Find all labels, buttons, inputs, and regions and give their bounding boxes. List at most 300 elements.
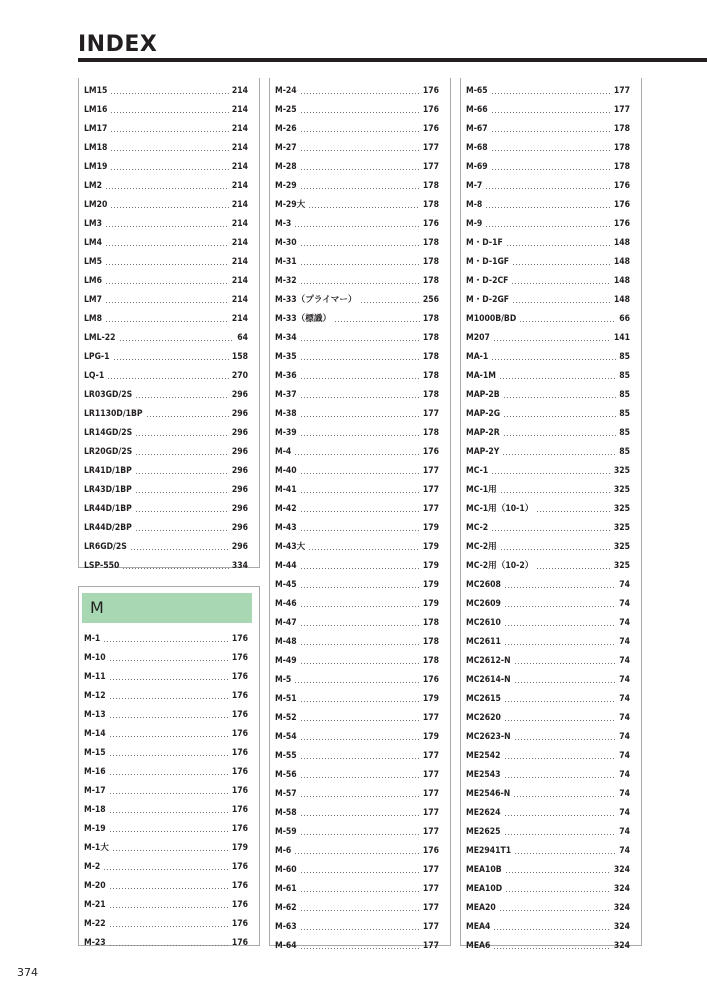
index-entry-page: 324	[613, 922, 630, 932]
index-entry-page: 176	[422, 846, 439, 856]
index-entry	[466, 838, 630, 857]
index-entry	[84, 496, 248, 515]
index-entry-name: M-39	[275, 428, 297, 438]
index-entry	[84, 268, 248, 287]
dot-leader	[294, 225, 420, 228]
index-entry	[275, 268, 439, 287]
index-entry	[84, 344, 248, 363]
index-entry-name: M-42	[275, 504, 297, 514]
index-entry	[466, 116, 630, 135]
page-title: INDEX	[78, 32, 158, 57]
index-column-1-top	[84, 78, 248, 572]
dot-leader	[300, 624, 420, 627]
index-entry-name: M-11	[84, 672, 106, 682]
dot-leader	[503, 396, 617, 399]
index-entry-page: 176	[422, 447, 439, 457]
index-entry-page: 74	[619, 713, 630, 723]
index-entry-page: 178	[613, 143, 630, 153]
index-entry-page: 66	[619, 314, 630, 324]
index-entry-name: MC2614-N	[466, 675, 511, 685]
index-entry	[84, 420, 248, 439]
dot-leader	[105, 225, 229, 228]
index-entry-name: LR41D/1BP	[84, 466, 132, 476]
index-entry-name: M-1	[84, 634, 101, 644]
index-entry-name: M-47	[275, 618, 297, 628]
index-entry-page: 176	[231, 653, 248, 663]
index-entry-name: M-58	[275, 808, 297, 818]
index-entry	[466, 534, 630, 553]
index-entry	[466, 325, 630, 344]
index-entry-name: MEA4	[466, 922, 491, 932]
dot-leader	[300, 358, 420, 361]
index-entry-page: 214	[231, 181, 248, 191]
index-entry	[275, 686, 439, 705]
index-entry-page: 178	[613, 162, 630, 172]
index-entry-page: 176	[231, 710, 248, 720]
index-entry-page: 177	[422, 770, 439, 780]
dot-leader	[109, 906, 229, 909]
dot-leader	[504, 757, 617, 760]
dot-leader	[300, 396, 420, 399]
index-entry	[466, 895, 630, 914]
dot-leader	[107, 377, 229, 380]
index-entry	[466, 135, 630, 154]
index-entry	[466, 591, 630, 610]
dot-leader	[300, 738, 420, 741]
index-entry	[466, 344, 630, 363]
dot-leader	[300, 890, 420, 893]
dot-leader	[504, 586, 616, 589]
index-entry-name: M-25	[275, 105, 297, 115]
dot-leader	[491, 130, 611, 133]
index-entry-page: 296	[231, 409, 248, 419]
index-entry	[84, 664, 248, 683]
index-entry	[84, 553, 248, 572]
dot-leader	[500, 491, 611, 494]
index-entry-name: LSP-550	[84, 561, 120, 571]
index-entry-name: LM5	[84, 257, 103, 267]
index-entry-page: 177	[613, 105, 630, 115]
index-entry-page: 179	[422, 694, 439, 704]
dot-leader	[113, 358, 229, 361]
index-entry-page: 214	[231, 124, 248, 134]
dot-leader	[513, 795, 616, 798]
index-entry-page: 177	[422, 485, 439, 495]
dot-leader	[135, 491, 229, 494]
index-entry-page: 74	[619, 618, 630, 628]
dot-leader	[300, 282, 420, 285]
index-entry	[84, 683, 248, 702]
index-entry	[84, 135, 248, 154]
dot-leader	[491, 168, 611, 171]
index-entry-name: M-66	[466, 105, 488, 115]
index-entry-page: 176	[231, 748, 248, 758]
dot-leader	[504, 814, 617, 817]
index-entry-page: 85	[619, 428, 630, 438]
index-entry-name: M-2	[84, 862, 101, 872]
index-entry	[275, 439, 439, 458]
index-entry-page: 74	[619, 827, 630, 837]
dot-leader	[493, 947, 611, 950]
index-entry	[84, 325, 248, 344]
index-entry	[84, 173, 248, 192]
dot-leader	[109, 659, 229, 662]
index-entry-page: 324	[613, 865, 630, 875]
index-entry-name: ME2542	[466, 751, 501, 761]
index-entry	[84, 740, 248, 759]
dot-leader	[500, 548, 611, 551]
index-entry-name: M-69	[466, 162, 488, 172]
index-column-2	[275, 78, 439, 952]
index-entry-page: 176	[231, 691, 248, 701]
index-entry	[275, 591, 439, 610]
index-entry	[275, 211, 439, 230]
index-entry	[466, 287, 630, 306]
index-entry-name: M-7	[466, 181, 483, 191]
index-entry-page: 177	[422, 808, 439, 818]
index-entry-name: M-68	[466, 143, 488, 153]
index-entry-name: MC2611	[466, 637, 501, 647]
dot-leader	[512, 301, 611, 304]
dot-leader	[110, 111, 228, 114]
index-entry-name: M-30	[275, 238, 297, 248]
index-entry	[466, 857, 630, 876]
dot-leader	[109, 887, 229, 890]
index-entry-page: 179	[422, 732, 439, 742]
index-entry-page: 179	[422, 561, 439, 571]
index-entry	[84, 759, 248, 778]
index-entry	[275, 458, 439, 477]
index-entry-name: M-17	[84, 786, 106, 796]
index-entry-name: M-52	[275, 713, 297, 723]
index-entry	[275, 135, 439, 154]
index-entry-page: 214	[231, 238, 248, 248]
dot-leader	[109, 944, 229, 947]
index-entry	[275, 534, 439, 553]
index-entry	[275, 781, 439, 800]
index-entry-page: 178	[422, 656, 439, 666]
index-entry-name: M-34	[275, 333, 297, 343]
index-entry	[84, 911, 248, 930]
dot-leader	[300, 529, 420, 532]
index-entry-name: MC2609	[466, 599, 501, 609]
index-entry-name: M-24	[275, 86, 297, 96]
index-entry-name: M-61	[275, 884, 297, 894]
index-entry	[466, 724, 630, 743]
index-entry	[466, 97, 630, 116]
dot-leader	[103, 868, 229, 871]
dot-leader	[505, 890, 611, 893]
index-entry-name: LR43D/1BP	[84, 485, 132, 495]
dot-leader	[308, 206, 420, 209]
dot-leader	[512, 263, 611, 266]
index-entry-name: LR20GD/2S	[84, 447, 133, 457]
index-entry-name: M-55	[275, 751, 297, 761]
dot-leader	[300, 947, 420, 950]
index-entry-page: 177	[422, 466, 439, 476]
index-entry-name: M-57	[275, 789, 297, 799]
index-entry	[275, 743, 439, 762]
dot-leader	[504, 624, 616, 627]
index-entry	[84, 249, 248, 268]
index-entry	[466, 686, 630, 705]
index-entry	[466, 401, 630, 420]
index-entry-name: M-27	[275, 143, 297, 153]
index-entry	[466, 496, 630, 515]
dot-leader	[109, 792, 229, 795]
index-entry-name: LM2	[84, 181, 103, 191]
index-entry	[275, 515, 439, 534]
index-entry-name: M-6	[275, 846, 292, 856]
index-entry-page: 148	[613, 276, 630, 286]
index-entry	[84, 515, 248, 534]
index-entry-name: M-65	[466, 86, 488, 96]
index-entry-name: LR1130D/1BP	[84, 409, 143, 419]
index-entry-name: LM19	[84, 162, 108, 172]
index-entry-page: 214	[231, 143, 248, 153]
dot-leader	[536, 567, 611, 570]
index-entry-name: M-8	[466, 200, 483, 210]
index-entry-name: M-40	[275, 466, 297, 476]
index-entry-page: 74	[619, 694, 630, 704]
dot-leader	[491, 92, 611, 95]
index-entry	[275, 78, 439, 97]
index-entry-name: MC-2用（10-2）	[466, 561, 534, 571]
index-entry-name: MC-2	[466, 523, 489, 533]
index-entry-name: LM20	[84, 200, 108, 210]
index-entry-page: 74	[619, 808, 630, 818]
index-entry-page: 296	[231, 523, 248, 533]
index-entry	[275, 363, 439, 382]
dot-leader	[300, 776, 420, 779]
index-entry-page: 334	[231, 561, 248, 571]
index-entry	[275, 420, 439, 439]
index-entry-page: 324	[613, 941, 630, 951]
index-entry	[84, 721, 248, 740]
dot-leader	[300, 643, 420, 646]
index-entry-name: M-29大	[275, 200, 306, 210]
index-entry-name: M-28	[275, 162, 297, 172]
dot-leader	[300, 187, 420, 190]
index-entry-name: M-45	[275, 580, 297, 590]
index-entry	[275, 249, 439, 268]
index-entry	[275, 154, 439, 173]
index-entry-page: 296	[231, 466, 248, 476]
index-entry-page: 74	[619, 637, 630, 647]
dot-leader	[110, 149, 228, 152]
index-entry-name: M-20	[84, 881, 106, 891]
index-entry	[84, 363, 248, 382]
index-entry-page: 176	[613, 181, 630, 191]
dot-leader	[491, 149, 611, 152]
index-entry	[275, 838, 439, 857]
index-entry-page: 85	[619, 409, 630, 419]
dot-leader	[105, 301, 229, 304]
dot-leader	[491, 111, 611, 114]
index-entry-name: M-63	[275, 922, 297, 932]
index-entry-name: MAP-2B	[466, 390, 500, 400]
index-entry-page: 85	[619, 352, 630, 362]
index-entry-name: M1000B/BD	[466, 314, 517, 324]
index-entry-page: 74	[619, 732, 630, 742]
index-entry-page: 324	[613, 884, 630, 894]
index-entry	[275, 496, 439, 515]
index-entry-name: M-60	[275, 865, 297, 875]
dot-leader	[110, 168, 228, 171]
dot-leader	[109, 925, 229, 928]
index-entry-page: 74	[619, 675, 630, 685]
dot-leader	[300, 149, 420, 152]
dot-leader	[491, 358, 616, 361]
dot-leader	[300, 244, 420, 247]
dot-leader	[103, 640, 229, 643]
dot-leader	[300, 415, 420, 418]
dot-leader	[135, 453, 229, 456]
index-entry-page: 148	[613, 238, 630, 248]
index-entry-page: 176	[231, 881, 248, 891]
index-entry-name: LR44D/2BP	[84, 523, 132, 533]
dot-leader	[300, 700, 420, 703]
index-entry-page: 141	[613, 333, 630, 343]
index-entry-page: 178	[422, 333, 439, 343]
index-entry-name: MC-2用	[466, 542, 497, 552]
index-entry-page: 177	[422, 143, 439, 153]
index-entry	[466, 477, 630, 496]
dot-leader	[109, 811, 229, 814]
index-entry	[275, 876, 439, 895]
index-entry-name: M-19	[84, 824, 106, 834]
index-entry	[84, 211, 248, 230]
index-entry-name: MC2610	[466, 618, 501, 628]
index-entry-page: 177	[422, 713, 439, 723]
dot-leader	[300, 662, 420, 665]
index-entry	[466, 762, 630, 781]
index-entry	[84, 154, 248, 173]
index-entry-name: LQ-1	[84, 371, 105, 381]
index-entry-page: 176	[231, 786, 248, 796]
index-entry-page: 177	[422, 903, 439, 913]
index-entry-name: LM8	[84, 314, 103, 324]
index-entry-name: MC-1	[466, 466, 489, 476]
dot-leader	[360, 301, 420, 304]
index-entry	[466, 154, 630, 173]
index-entry-name: M・D-2CF	[466, 276, 509, 286]
index-entry-name: M-9	[466, 219, 483, 229]
index-entry-name: MAP-2Y	[466, 447, 500, 457]
index-entry-name: M-49	[275, 656, 297, 666]
index-entry-page: 325	[613, 561, 630, 571]
index-entry	[466, 819, 630, 838]
index-entry-name: MC2612-N	[466, 656, 511, 666]
index-entry	[275, 762, 439, 781]
index-entry-name: M-43	[275, 523, 297, 533]
dot-leader	[504, 643, 616, 646]
index-entry-page: 325	[613, 542, 630, 552]
index-entry	[84, 439, 248, 458]
dot-leader	[110, 130, 228, 133]
dot-leader	[119, 339, 235, 342]
index-entry-name: M-37	[275, 390, 297, 400]
dot-leader	[300, 377, 420, 380]
dot-leader	[493, 928, 611, 931]
dot-leader	[110, 92, 228, 95]
index-entry-page: 178	[422, 390, 439, 400]
index-entry-page: 214	[231, 257, 248, 267]
dot-leader	[110, 206, 228, 209]
dot-leader	[485, 206, 611, 209]
index-entry-page: 176	[231, 634, 248, 644]
index-entry-name: MC2623-N	[466, 732, 511, 742]
dot-leader	[308, 548, 420, 551]
index-entry-name: M-1大	[84, 843, 109, 853]
index-entry-page: 177	[422, 827, 439, 837]
dot-leader	[300, 567, 420, 570]
dot-leader	[294, 852, 420, 855]
index-entry-name: MAP-2G	[466, 409, 501, 419]
dot-leader	[499, 377, 616, 380]
index-entry	[466, 420, 630, 439]
dot-leader	[536, 510, 611, 513]
dot-leader	[300, 928, 420, 931]
index-entry-name: M-13	[84, 710, 106, 720]
index-entry	[275, 230, 439, 249]
index-entry-page: 214	[231, 86, 248, 96]
dot-leader	[135, 472, 229, 475]
index-entry-name: M-41	[275, 485, 297, 495]
index-entry-page: 296	[231, 390, 248, 400]
dot-leader	[511, 282, 610, 285]
index-entry-page: 325	[613, 485, 630, 495]
dot-leader	[300, 111, 420, 114]
index-entry-name: M-18	[84, 805, 106, 815]
index-entry-name: LM6	[84, 276, 103, 286]
index-entry-page: 177	[422, 884, 439, 894]
index-entry	[466, 705, 630, 724]
index-entry	[466, 382, 630, 401]
dot-leader	[109, 716, 229, 719]
index-entry-name: LR03GD/2S	[84, 390, 133, 400]
dot-leader	[109, 697, 229, 700]
index-entry-name: M-4	[275, 447, 292, 457]
index-entry-page: 176	[231, 805, 248, 815]
dot-leader	[105, 187, 229, 190]
index-entry	[275, 724, 439, 743]
index-entry-name: M-64	[275, 941, 297, 951]
index-entry	[84, 835, 248, 854]
index-entry-name: M-3	[275, 219, 292, 229]
dot-leader	[135, 510, 229, 513]
dot-leader	[146, 415, 229, 418]
dot-leader	[504, 605, 616, 608]
index-entry	[275, 914, 439, 933]
index-entry-name: MC-1用（10-1）	[466, 504, 534, 514]
index-entry-page: 176	[422, 675, 439, 685]
index-entry-page: 74	[619, 789, 630, 799]
index-entry	[275, 287, 439, 306]
index-entry-name: LPG-1	[84, 352, 110, 362]
index-entry-page: 177	[422, 865, 439, 875]
index-entry-page: 214	[231, 314, 248, 324]
index-entry-name: M-5	[275, 675, 292, 685]
dot-leader	[504, 776, 617, 779]
index-entry	[275, 97, 439, 116]
index-entry-page: 177	[422, 409, 439, 419]
dot-leader	[503, 434, 616, 437]
index-entry-page: 177	[422, 922, 439, 932]
index-entry	[275, 819, 439, 838]
index-entry-page: 85	[619, 390, 630, 400]
index-entry-name: MEA6	[466, 941, 491, 951]
